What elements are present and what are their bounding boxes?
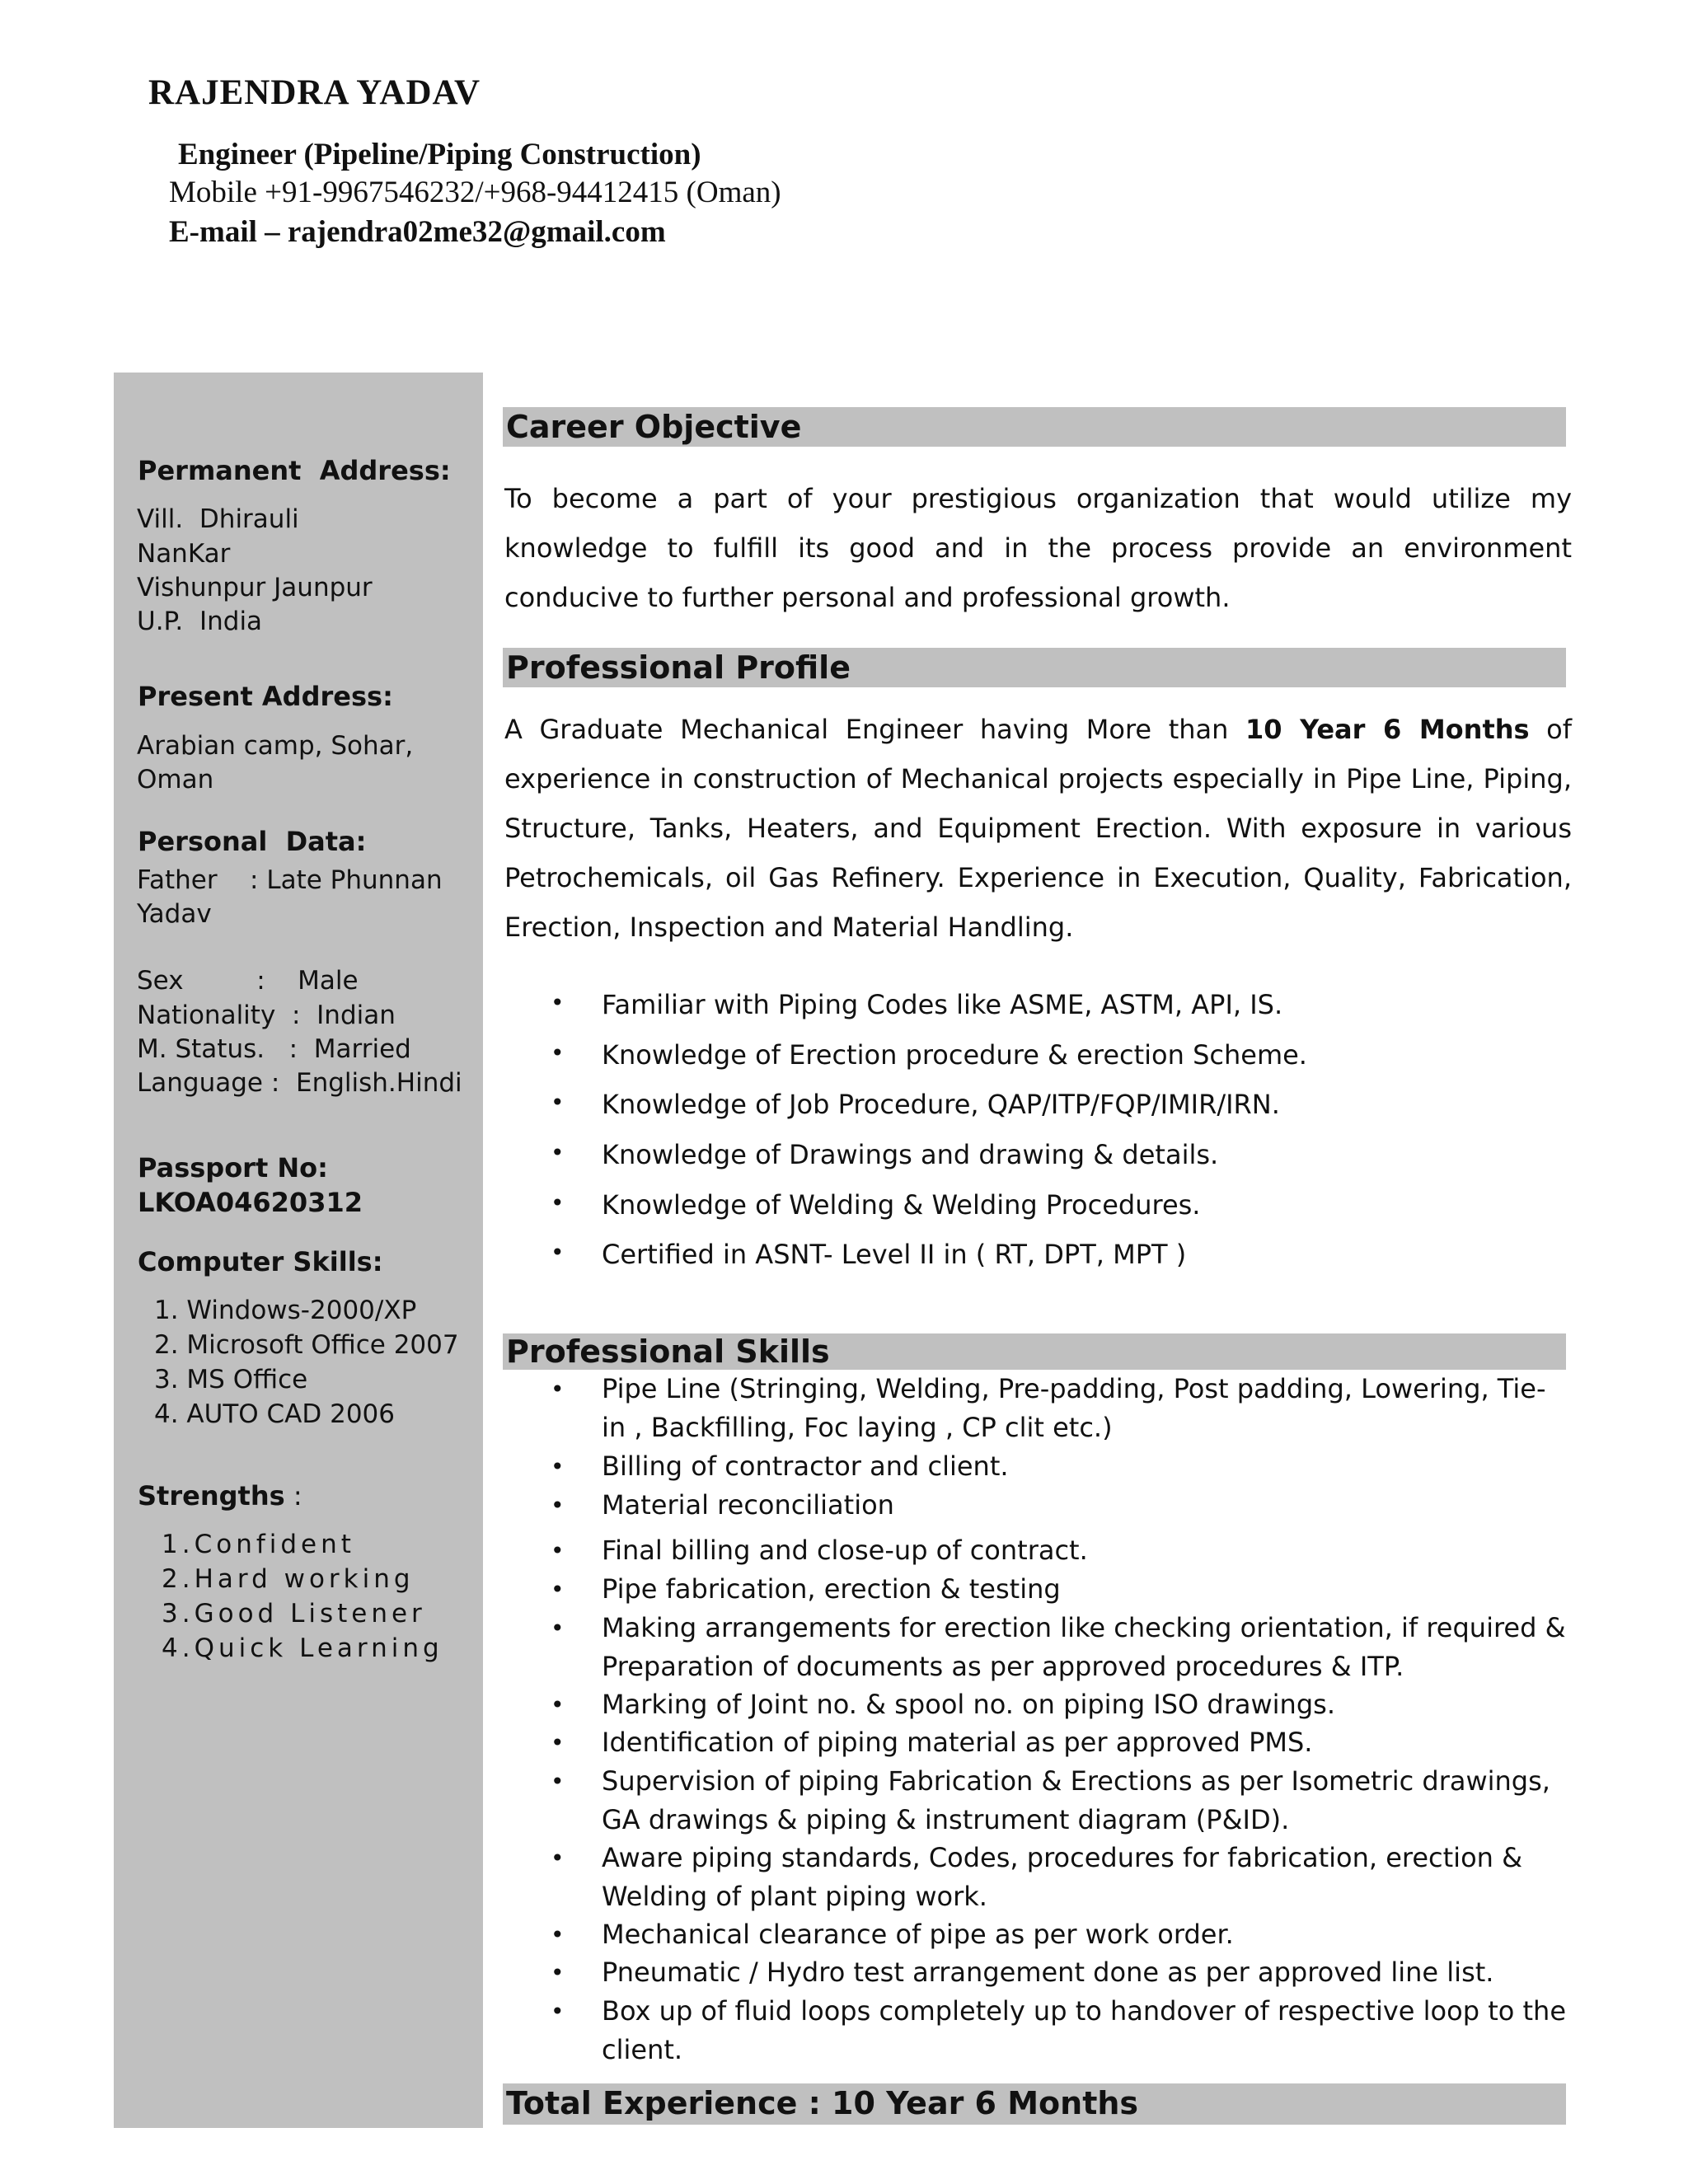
present-address-heading: Present Address: [138, 681, 393, 712]
list-item [504, 1570, 1568, 1609]
list-item-text: Pneumatic / Hydro test arrangement done as per approved line list. [602, 1957, 1494, 1988]
strength-item: 4.Quick Learning [162, 1633, 443, 1663]
list-item [504, 1915, 1568, 1953]
list-item-text: Knowledge of Drawings and drawing & details. [602, 1139, 1219, 1170]
computer-skill-item: 1. Windows-2000/XP [154, 1296, 417, 1325]
bullet-icon: • [551, 1768, 565, 1795]
email-address: E-mail – rajendra02me32@gmail.com [169, 215, 666, 249]
list-item-text: Pipe Line (Stringing, Welding, Pre-padding, Post padding, Lowering, Tie-in , Backfilling, Foc laying , CP clit etc.) [602, 1373, 1546, 1443]
permanent-address-line: Vill. Dhirauli [137, 504, 299, 534]
list-item [504, 1762, 1568, 1839]
present-address-line: Oman [137, 765, 214, 794]
list-item-text: Knowledge of Erection procedure & erection Scheme. [602, 1039, 1307, 1071]
list-item-text: Marking of Joint no. & spool no. on piping ISO drawings. [602, 1689, 1335, 1720]
profile-text-end: of experience in construction of Mechanical projects especially in Pipe Line, Piping, Structure, Tanks, Heaters, and Equipment Erection. With exposure in various Petrochemicals, oil Gas Refinery. Experience in Execution, Quality, Fabrication, Erection, Inspection and Material Handling. [504, 714, 1573, 943]
career-objective-bar [503, 407, 1566, 447]
strengths-heading [138, 1480, 302, 1511]
list-item-text: Knowledge of Job Procedure, QAP/ITP/FQP/IMIR/IRN. [602, 1089, 1280, 1120]
list-item [504, 1723, 1568, 1762]
list-item [504, 1685, 1568, 1723]
list-item-text: Mechanical clearance of pipe as per work order. [602, 1919, 1234, 1950]
bullet-icon: • [551, 1139, 565, 1166]
bullet-icon: • [551, 1453, 565, 1480]
professional-profile-text [504, 705, 1572, 952]
computer-skills-heading: Computer Skills: [138, 1246, 383, 1277]
bullet-icon: • [551, 1376, 565, 1403]
career-objective-text: To become a part of your prestigious organization that would utilize my knowledge to fulfill its good and in the process provide an environment conducive to further personal and professional growth. [504, 483, 1572, 613]
list-item-text: Knowledge of Welding & Welding Procedures. [602, 1189, 1201, 1221]
strength-item: 3.Good Listener [162, 1599, 426, 1629]
bullet-icon: • [551, 1576, 565, 1603]
permanent-address-heading: Permanent Address: [138, 455, 451, 486]
list-item [504, 1139, 1568, 1189]
list-item [504, 1039, 1568, 1089]
list-item [504, 1839, 1568, 1915]
personal-detail-line: M. Status. : Married [137, 1034, 411, 1064]
bullet-icon: • [551, 1729, 565, 1756]
list-item-text: Billing of contractor and client. [602, 1451, 1009, 1482]
bullet-icon: • [551, 1959, 565, 1986]
bullet-icon: • [551, 1691, 565, 1718]
list-item-text: Familiar with Piping Codes like ASME, ASTM, API, IS. [602, 989, 1283, 1020]
personal-detail-line: Language : English.Hindi [137, 1068, 462, 1098]
professional-skills-heading: Professional Skills [506, 1333, 830, 1370]
list-item-text: Material reconciliation [602, 1489, 894, 1521]
computer-skill-item: 4. AUTO CAD 2006 [154, 1399, 395, 1429]
total-experience-heading: Total Experience : 10 Year 6 Months [506, 2085, 1139, 2121]
job-title: Engineer (Pipeline/Piping Construction) [178, 138, 701, 171]
list-item [504, 1531, 1568, 1570]
personal-data-heading: Personal Data: [138, 826, 367, 857]
bullet-icon: • [551, 1039, 565, 1066]
permanent-address-line: Vishunpur Jaunpur [137, 573, 373, 602]
computer-skill-item: 3. MS Office [154, 1365, 308, 1394]
career-objective-heading: Career Objective [506, 409, 802, 445]
profile-bullet-list [504, 989, 1568, 1288]
list-item [504, 1239, 1568, 1288]
strength-item: 1.Confident [162, 1530, 355, 1559]
bullet-icon: • [551, 1239, 565, 1266]
list-item-text: Making arrangements for erection like checking orientation, if required & Preparation of documents as per approved procedures & ITP. [602, 1612, 1566, 1682]
professional-profile-heading: Professional Profile [506, 649, 851, 686]
personal-detail-line: Sex : Male [137, 966, 359, 996]
bullet-icon: • [551, 1089, 565, 1116]
list-item [504, 1609, 1568, 1685]
professional-skills-bar [503, 1333, 1566, 1370]
strengths-heading-text: Strengths [138, 1480, 285, 1511]
list-item [504, 1189, 1568, 1239]
list-item [504, 1953, 1568, 1992]
list-item-text: Certified in ASNT- Level II in ( RT, DPT, MPT ) [602, 1239, 1187, 1270]
bullet-icon: • [551, 1615, 565, 1642]
total-experience-bar [503, 2083, 1566, 2125]
strength-item: 2.Hard working [162, 1564, 415, 1594]
bullet-icon: • [551, 1844, 565, 1872]
bullet-icon: • [551, 1537, 565, 1564]
list-item [504, 1447, 1568, 1486]
permanent-address-line: U.P. India [137, 607, 263, 636]
list-item-text: Identification of piping material as per approved PMS. [602, 1727, 1313, 1758]
computer-skill-item: 2. Microsoft Office 2007 [154, 1330, 459, 1360]
list-item [504, 989, 1568, 1039]
list-item-text: Aware piping standards, Codes, procedures for fabrication, erection & Welding of plant piping work. [602, 1842, 1523, 1912]
bullet-icon: • [551, 1189, 565, 1216]
profile-experience-highlight: 10 Year 6 Months [1245, 714, 1530, 745]
bullet-icon: • [551, 989, 565, 1016]
strengths-heading-colon: : [284, 1480, 302, 1511]
bullet-icon: • [551, 1921, 565, 1948]
candidate-name: RAJENDRA YADAV [148, 73, 481, 112]
passport-heading: Passport No: [138, 1152, 328, 1183]
father-name-line: Yadav [137, 899, 212, 929]
list-item [504, 1486, 1568, 1531]
skills-bullet-list [504, 1370, 1568, 2069]
mobile-number: Mobile +91-9967546232/+968-94412415 (Oman) [169, 176, 781, 209]
passport-number: LKOA04620312 [138, 1187, 363, 1218]
permanent-address-line: NanKar [137, 539, 231, 569]
personal-detail-line: Nationality : Indian [137, 1001, 396, 1030]
list-item-text: Box up of fluid loops completely up to handover of respective loop to the client. [602, 1995, 1566, 2065]
list-item [504, 1370, 1568, 1447]
list-item-text: Final billing and close-up of contract. [602, 1535, 1088, 1566]
list-item-text: Pipe fabrication, erection & testing [602, 1573, 1061, 1605]
list-item [504, 1089, 1568, 1139]
professional-profile-bar [503, 648, 1566, 687]
list-item [504, 1992, 1568, 2069]
bullet-icon: • [551, 1998, 565, 2025]
list-item-text: Supervision of piping Fabrication & Erections as per Isometric drawings, GA drawings & piping & instrument diagram (P&ID). [602, 1765, 1550, 1835]
profile-text-start: A Graduate Mechanical Engineer having More than [504, 714, 1246, 745]
bullet-icon: • [551, 1492, 565, 1519]
father-name-line: Father : Late Phunnan [137, 865, 443, 895]
present-address-line: Arabian camp, Sohar, [137, 731, 414, 761]
